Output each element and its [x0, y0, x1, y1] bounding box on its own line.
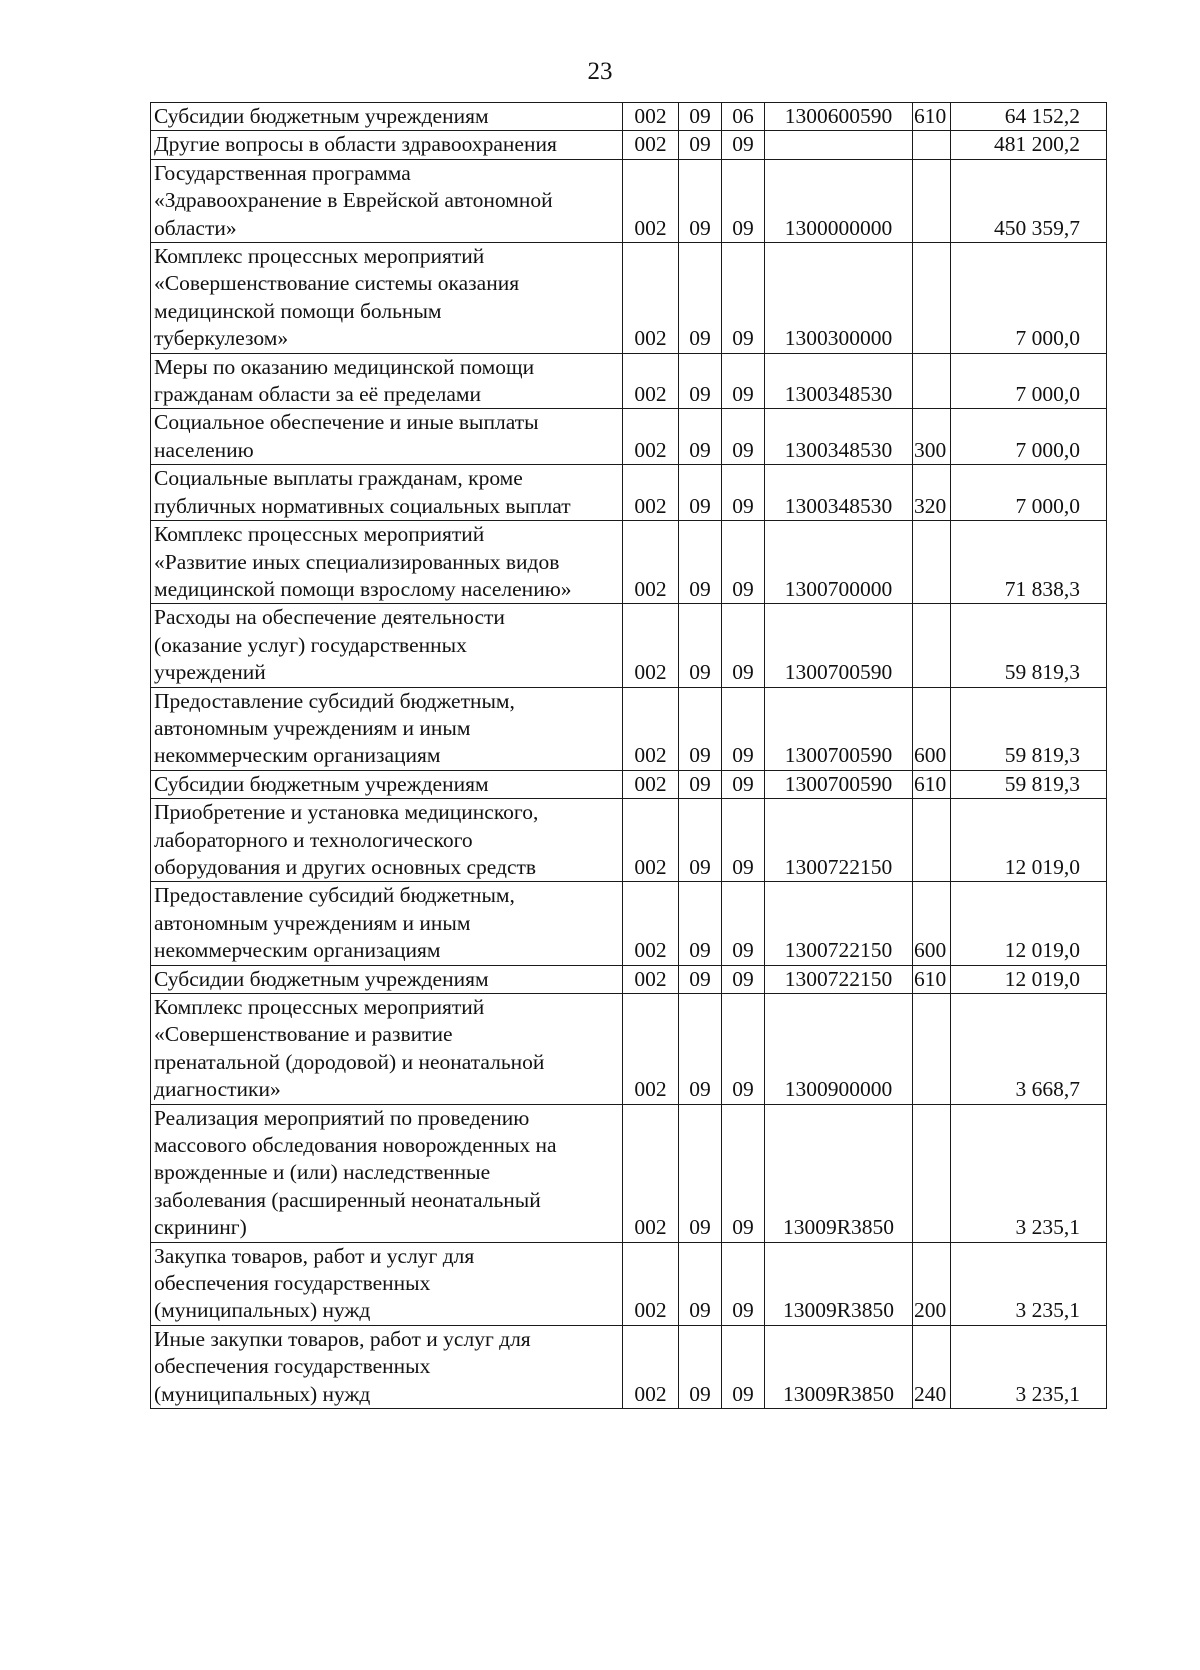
item-name-cell [151, 799, 623, 882]
amount-cell: 481 200,2 [951, 131, 1107, 159]
item-name-line: Социальные выплаты гражданам, кроме [154, 466, 523, 491]
target-article-cell: 1300348530 [765, 465, 913, 521]
item-name-line: «Здравоохранение в Еврейской автономной [154, 188, 553, 213]
target-article-cell: 1300700590 [765, 604, 913, 687]
table-row [151, 159, 1107, 242]
expense-type-cell [913, 131, 951, 159]
section-code-cell: 09 [679, 243, 722, 354]
table-row [151, 1325, 1107, 1408]
item-name-line: Приобретение и установка медицинского, [154, 800, 539, 825]
item-name-line: массового обследования новорожденных на [154, 1133, 557, 1158]
item-name-line: Социальное обеспечение и иные выплаты [154, 410, 539, 435]
item-name-line: врожденные и (или) наследственные [154, 1160, 491, 1185]
table-row [151, 521, 1107, 604]
amount-cell: 3 235,1 [951, 1242, 1107, 1325]
amount-cell: 7 000,0 [951, 465, 1107, 521]
item-name-line: (муниципальных) нужд [154, 1381, 371, 1406]
target-article-cell: 1300722150 [765, 799, 913, 882]
target-article-cell: 1300900000 [765, 994, 913, 1105]
table-row [151, 465, 1107, 521]
table-row [151, 243, 1107, 354]
item-name-line: Реализация мероприятий по проведению [154, 1105, 530, 1130]
item-name-line: Субсидии бюджетным учреждениям [154, 966, 489, 991]
budget-table-body [151, 103, 1107, 1409]
subsection-code-cell: 09 [722, 243, 765, 354]
item-name-line: Меры по оказанию медицинской помощи [154, 354, 535, 379]
section-code-cell: 09 [679, 882, 722, 965]
amount-cell: 3 235,1 [951, 1104, 1107, 1242]
item-name-cell [151, 687, 623, 770]
target-article-cell: 1300600590 [765, 103, 913, 131]
table-row [151, 965, 1107, 993]
expense-type-cell: 610 [913, 770, 951, 798]
expense-type-cell [913, 353, 951, 409]
target-article-cell [765, 131, 913, 159]
table-row [151, 687, 1107, 770]
section-code-cell: 09 [679, 965, 722, 993]
item-name-cell [151, 103, 623, 131]
section-code-cell: 09 [679, 409, 722, 465]
expense-type-cell [913, 1104, 951, 1242]
expense-type-cell [913, 243, 951, 354]
section-code-cell: 09 [679, 604, 722, 687]
item-name-line: оборудования и других основных средств [154, 854, 537, 879]
subsection-code-cell: 09 [722, 353, 765, 409]
table-row [151, 353, 1107, 409]
ministry-code-cell: 002 [623, 353, 679, 409]
target-article-cell: 13009R3850 [765, 1242, 913, 1325]
target-article-cell: 1300348530 [765, 353, 913, 409]
subsection-code-cell: 09 [722, 604, 765, 687]
ministry-code-cell: 002 [623, 687, 679, 770]
ministry-code-cell: 002 [623, 409, 679, 465]
section-code-cell: 09 [679, 1104, 722, 1242]
subsection-code-cell: 09 [722, 770, 765, 798]
amount-cell: 64 152,2 [951, 103, 1107, 131]
target-article-cell: 13009R3850 [765, 1325, 913, 1408]
subsection-code-cell: 09 [722, 1104, 765, 1242]
item-name-line: Закупка товаров, работ и услуг для [154, 1243, 475, 1268]
ministry-code-cell: 002 [623, 521, 679, 604]
item-name-line: некоммерческим организациям [154, 743, 441, 768]
subsection-code-cell: 09 [722, 521, 765, 604]
item-name-line: некоммерческим организациям [154, 938, 441, 963]
expense-type-cell: 200 [913, 1242, 951, 1325]
amount-cell: 12 019,0 [951, 799, 1107, 882]
item-name-line: лабораторного и технологического [154, 827, 473, 852]
item-name-cell [151, 409, 623, 465]
subsection-code-cell: 09 [722, 687, 765, 770]
table-row [151, 1104, 1107, 1242]
subsection-code-cell: 09 [722, 131, 765, 159]
item-name-cell [151, 243, 623, 354]
section-code-cell: 09 [679, 1325, 722, 1408]
item-name-line: учреждений [154, 660, 266, 685]
target-article-cell: 1300722150 [765, 882, 913, 965]
section-code-cell: 09 [679, 131, 722, 159]
ministry-code-cell: 002 [623, 465, 679, 521]
amount-cell: 3 235,1 [951, 1325, 1107, 1408]
table-row [151, 409, 1107, 465]
ministry-code-cell: 002 [623, 1242, 679, 1325]
target-article-cell: 1300722150 [765, 965, 913, 993]
item-name-line: туберкулезом» [154, 326, 289, 351]
item-name-cell [151, 159, 623, 242]
item-name-line: гражданам области за её пределами [154, 382, 481, 407]
item-name-line: населению [154, 437, 254, 462]
expense-type-cell: 610 [913, 965, 951, 993]
amount-cell: 7 000,0 [951, 353, 1107, 409]
item-name-line: заболевания (расширенный неонатальный [154, 1187, 541, 1212]
item-name-line: диагностики» [154, 1077, 281, 1102]
item-name-line: пренатальной (дородовой) и неонатальной [154, 1049, 545, 1074]
item-name-cell [151, 604, 623, 687]
item-name-cell [151, 521, 623, 604]
table-row [151, 994, 1107, 1105]
item-name-line: обеспечения государственных [154, 1354, 431, 1379]
item-name-line: (муниципальных) нужд [154, 1298, 371, 1323]
page-number: 23 [587, 58, 613, 85]
section-code-cell: 09 [679, 994, 722, 1105]
item-name-line: Расходы на обеспечение деятельности [154, 605, 505, 630]
item-name-line: Предоставление субсидий бюджетным, [154, 688, 515, 713]
item-name-line: автономным учреждениям и иным [154, 910, 471, 935]
expense-type-cell [913, 159, 951, 242]
item-name-cell [151, 994, 623, 1105]
amount-cell: 7 000,0 [951, 409, 1107, 465]
subsection-code-cell: 09 [722, 1325, 765, 1408]
subsection-code-cell: 09 [722, 159, 765, 242]
amount-cell: 59 819,3 [951, 604, 1107, 687]
table-row [151, 604, 1107, 687]
ministry-code-cell: 002 [623, 994, 679, 1105]
ministry-code-cell: 002 [623, 799, 679, 882]
amount-cell: 71 838,3 [951, 521, 1107, 604]
section-code-cell: 09 [679, 770, 722, 798]
section-code-cell: 09 [679, 687, 722, 770]
ministry-code-cell: 002 [623, 103, 679, 131]
item-name-cell [151, 770, 623, 798]
ministry-code-cell: 002 [623, 604, 679, 687]
item-name-line: обеспечения государственных [154, 1271, 431, 1296]
item-name-line: Иные закупки товаров, работ и услуг для [154, 1326, 531, 1351]
section-code-cell: 09 [679, 159, 722, 242]
item-name-cell [151, 1325, 623, 1408]
ministry-code-cell: 002 [623, 965, 679, 993]
target-article-cell: 1300300000 [765, 243, 913, 354]
subsection-code-cell: 09 [722, 994, 765, 1105]
section-code-cell: 09 [679, 103, 722, 131]
ministry-code-cell: 002 [623, 882, 679, 965]
item-name-cell [151, 882, 623, 965]
item-name-line: медицинской помощи взрослому населению» [154, 576, 572, 601]
expense-type-cell: 320 [913, 465, 951, 521]
target-article-cell: 1300000000 [765, 159, 913, 242]
section-code-cell: 09 [679, 353, 722, 409]
subsection-code-cell: 09 [722, 409, 765, 465]
section-code-cell: 09 [679, 521, 722, 604]
item-name-line: Комплекс процессных мероприятий [154, 244, 485, 269]
amount-cell: 59 819,3 [951, 687, 1107, 770]
item-name-line: «Совершенствование системы оказания [154, 271, 520, 296]
ministry-code-cell: 002 [623, 1104, 679, 1242]
budget-table [150, 102, 1107, 1409]
table-row [151, 103, 1107, 131]
expense-type-cell: 240 [913, 1325, 951, 1408]
item-name-cell [151, 1104, 623, 1242]
item-name-line: автономным учреждениям и иным [154, 715, 471, 740]
table-row [151, 770, 1107, 798]
ministry-code-cell: 002 [623, 1325, 679, 1408]
target-article-cell: 1300700590 [765, 770, 913, 798]
ministry-code-cell: 002 [623, 159, 679, 242]
item-name-line: Субсидии бюджетным учреждениям [154, 771, 489, 796]
subsection-code-cell: 09 [722, 1242, 765, 1325]
item-name-cell [151, 131, 623, 159]
item-name-line: (оказание услуг) государственных [154, 632, 467, 657]
target-article-cell: 1300700000 [765, 521, 913, 604]
item-name-line: медицинской помощи больным [154, 298, 442, 323]
item-name-cell [151, 965, 623, 993]
item-name-line: Государственная программа [154, 160, 411, 185]
section-code-cell: 09 [679, 465, 722, 521]
target-article-cell: 13009R3850 [765, 1104, 913, 1242]
item-name-line: «Развитие иных специализированных видов [154, 549, 560, 574]
item-name-line: области» [154, 215, 237, 240]
amount-cell: 12 019,0 [951, 882, 1107, 965]
item-name-cell [151, 1242, 623, 1325]
item-name-line: Предоставление субсидий бюджетным, [154, 883, 515, 908]
section-code-cell: 09 [679, 799, 722, 882]
amount-cell: 7 000,0 [951, 243, 1107, 354]
item-name-line: публичных нормативных социальных выплат [154, 493, 571, 518]
table-row [151, 882, 1107, 965]
item-name-cell [151, 465, 623, 521]
expense-type-cell [913, 799, 951, 882]
amount-cell: 59 819,3 [951, 770, 1107, 798]
item-name-line: Другие вопросы в области здравоохранения [154, 132, 557, 157]
expense-type-cell: 600 [913, 687, 951, 770]
expense-type-cell [913, 994, 951, 1105]
table-row [151, 131, 1107, 159]
subsection-code-cell: 06 [722, 103, 765, 131]
expense-type-cell: 300 [913, 409, 951, 465]
table-row [151, 1242, 1107, 1325]
subsection-code-cell: 09 [722, 965, 765, 993]
table-row [151, 799, 1107, 882]
amount-cell: 450 359,7 [951, 159, 1107, 242]
item-name-line: Субсидии бюджетным учреждениям [154, 104, 489, 128]
subsection-code-cell: 09 [722, 799, 765, 882]
target-article-cell: 1300348530 [765, 409, 913, 465]
item-name-line: скрининг) [154, 1215, 247, 1240]
amount-cell: 12 019,0 [951, 965, 1107, 993]
expense-type-cell [913, 521, 951, 604]
ministry-code-cell: 002 [623, 131, 679, 159]
subsection-code-cell: 09 [722, 465, 765, 521]
amount-cell: 3 668,7 [951, 994, 1107, 1105]
ministry-code-cell: 002 [623, 243, 679, 354]
item-name-line: «Совершенствование и развитие [154, 1022, 453, 1047]
subsection-code-cell: 09 [722, 882, 765, 965]
item-name-cell [151, 353, 623, 409]
item-name-line: Комплекс процессных мероприятий [154, 522, 485, 547]
item-name-line: Комплекс процессных мероприятий [154, 995, 485, 1019]
ministry-code-cell: 002 [623, 770, 679, 798]
target-article-cell: 1300700590 [765, 687, 913, 770]
expense-type-cell: 600 [913, 882, 951, 965]
section-code-cell: 09 [679, 1242, 722, 1325]
expense-type-cell [913, 604, 951, 687]
expense-type-cell: 610 [913, 103, 951, 131]
